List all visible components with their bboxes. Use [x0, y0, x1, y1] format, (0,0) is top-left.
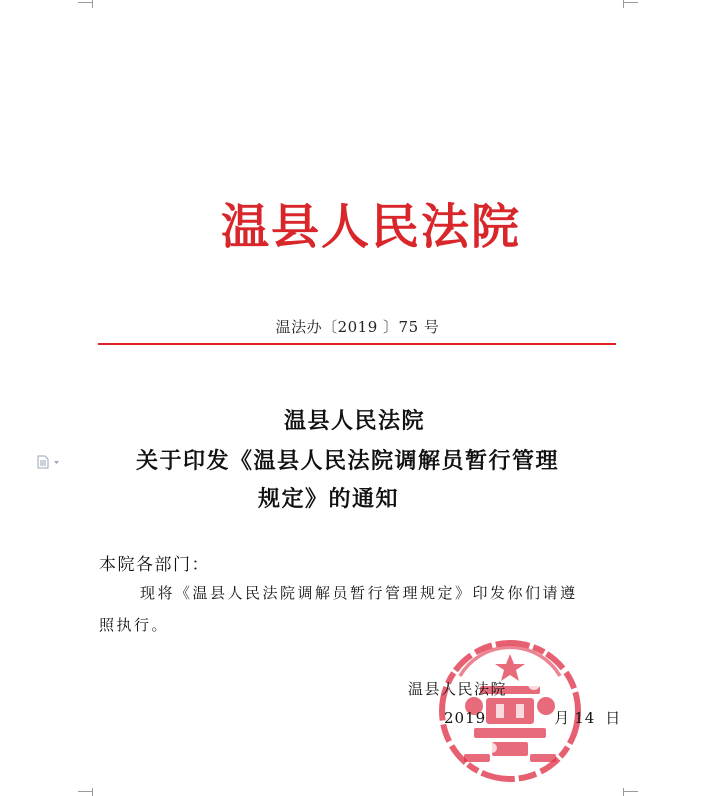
- notice-title-line-1: 温县人民法院: [284, 408, 426, 434]
- crop-mark: [92, 788, 93, 796]
- date-month: 月: [554, 709, 571, 727]
- body-text-line-2: 照执行。: [99, 616, 170, 634]
- issue-date: [444, 707, 621, 728]
- issuing-organization: 温县人民法院: [408, 680, 508, 698]
- crop-mark: [624, 2, 638, 3]
- notice-title-line-2: 关于印发《温县人民法院调解员暂行管理: [136, 448, 560, 474]
- date-day-number: 14: [574, 709, 596, 727]
- salutation: 本院各部门：: [99, 555, 210, 575]
- document-icon[interactable]: [36, 454, 66, 468]
- crop-mark: [623, 788, 624, 796]
- date-year: 2019: [444, 709, 487, 727]
- crop-mark: [78, 791, 92, 792]
- crop-mark: [624, 791, 638, 792]
- notice-title-line-3: 规定》的通知: [258, 486, 400, 512]
- court-name-header: 温县人民法院: [220, 199, 521, 255]
- crop-mark: [78, 2, 92, 3]
- document-number: 温法办〔2019 〕75 号: [275, 318, 440, 336]
- date-day: 日: [605, 709, 622, 727]
- crop-mark: [92, 0, 93, 8]
- body-text-line-1: 现将《温县人民法院调解员暂行管理规定》印发你们请遵: [140, 584, 578, 602]
- red-divider-line: [98, 343, 616, 345]
